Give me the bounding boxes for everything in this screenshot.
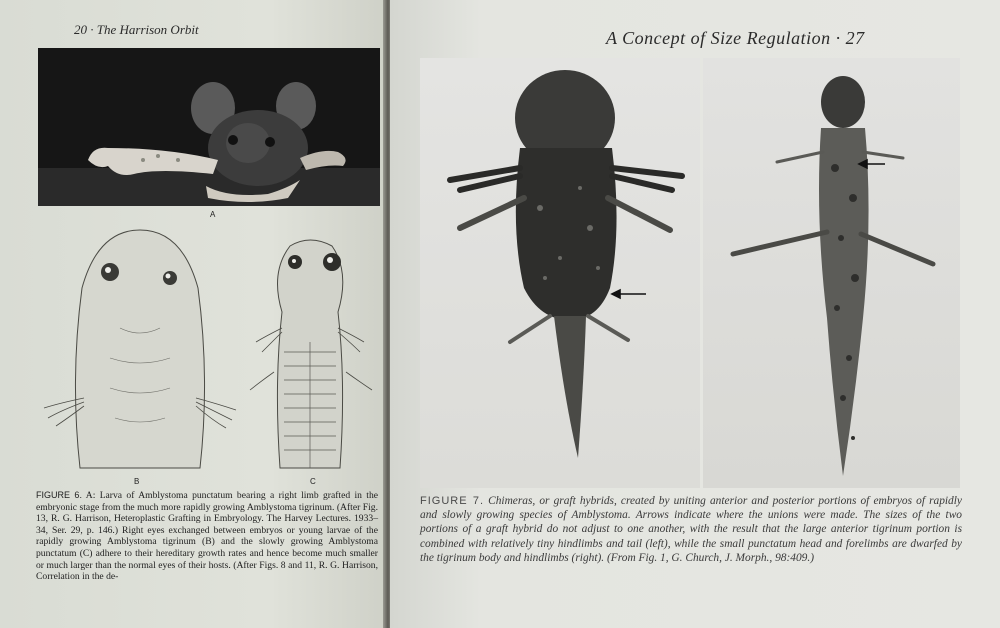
figure-7-caption (420, 494, 962, 565)
panel-label-b: B (134, 477, 140, 486)
left-running-head: 20 · The Harrison Orbit (74, 22, 199, 37)
right-running-head: A Concept of Size Regulation · 27 (606, 28, 865, 48)
figure-7-left-photograph (420, 58, 700, 488)
panel-label-a: A (210, 210, 216, 219)
figure-7-caption-text: Chimeras, or graft hybrids, created by uniting anterior and posterior portions of embryos of rapidly and slowly growing species of Amblystoma. Arrows indicate where the unions were made. The sizes of the two portions of a graft hybrid do not adjust to one another, with the result that the large anterior tigrinum portion is combined with relatively tiny hindlimbs and tail (left), while the small punctatum head and forelimbs are dwarfed by the tigrinum body and hindlimbs (right). (From Fig. 1, G. Church, J. Morph., 98:409.) (420, 495, 962, 564)
right-page (390, 0, 1000, 628)
figure-7-right-photograph (703, 58, 960, 488)
figure-6-label: FIGURE 6. (36, 490, 82, 500)
figure-7-label: FIGURE 7. (420, 495, 485, 507)
figure-6-caption (36, 490, 378, 583)
panel-label-c: C (310, 477, 316, 486)
left-page (0, 0, 385, 628)
figure-6b-drawing (40, 228, 240, 473)
figure-6a-photograph (38, 48, 380, 206)
figure-6c-drawing (240, 232, 380, 472)
figure-6-caption-text: A: Larva of Amblystoma punctatum bearing a right limb grafted in the embryonic stage from the much more rapidly growing Amblystoma tigrinum. (After Fig. 13, R. G. Harrison, Heteroplastic Grafting in Embryology. The Harvey Lectures. 1933–34, Ser. 29, p. 146.) Right eyes exchanged between embryos or young larvae of the rapidly growing Amblystoma tigrinum (B) and the slowly growing Amblystoma punctatum (C) adhere to their hereditary growth rates and hence become much smaller or much larger than the normal eyes of their hosts. (After Figs. 8 and 11, R. G. Harrison, Correlation in the de- (36, 490, 379, 583)
